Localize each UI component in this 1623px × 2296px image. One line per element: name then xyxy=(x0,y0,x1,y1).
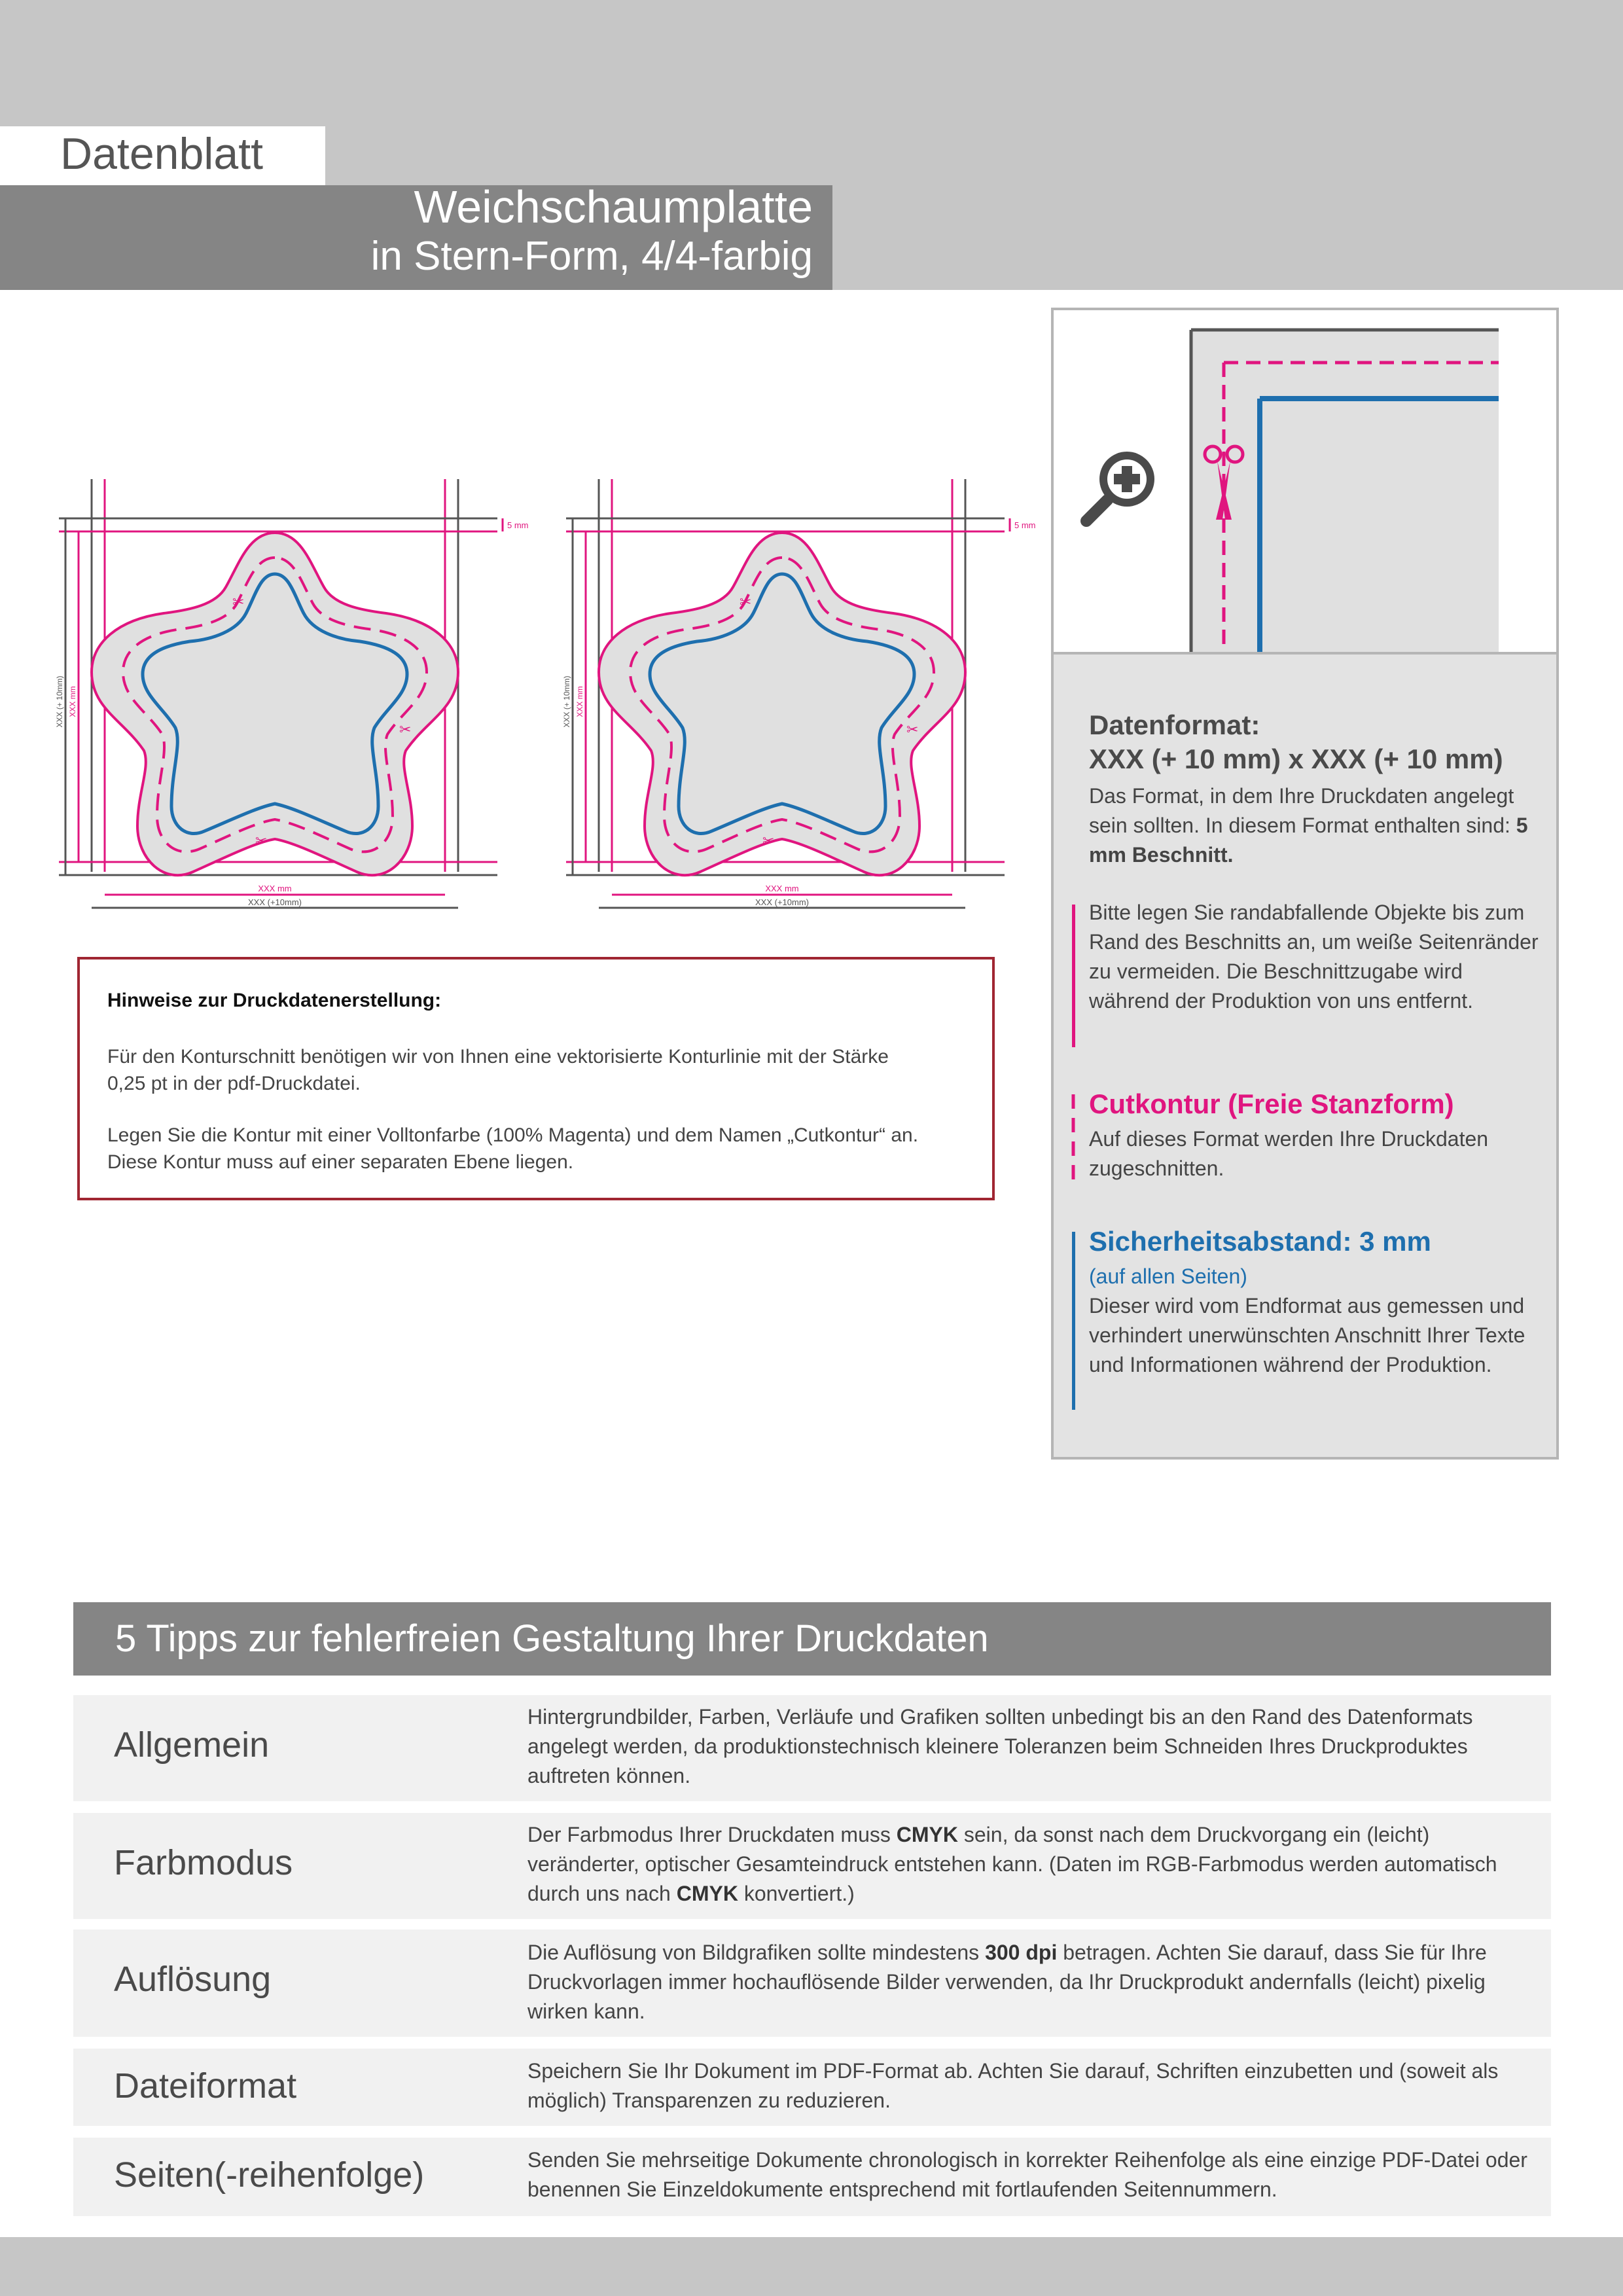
width-label: XXX mm xyxy=(765,884,799,893)
hints-title: Hinweise zur Druckdatenerstellung: xyxy=(107,990,442,1011)
width-bleed-label: XXX (+10mm) xyxy=(755,897,809,907)
zoom-detail-drawing xyxy=(1054,310,1556,652)
zoom-detail-panel xyxy=(1051,308,1559,655)
tip-label: Seiten(-reihenfolge) xyxy=(114,2155,425,2195)
tip-label: Auflösung xyxy=(114,1960,272,1999)
height-bleed-label: XXX (+ 10mm) xyxy=(562,675,571,728)
tip-label: Farbmodus xyxy=(114,1843,293,1882)
hints-paragraph-1: Für den Konturschnitt benötigen wir von Ihnen eine vektorisierte Konturlinie mit der Stärke 0,25 pt in der pdf-Druckdatei. xyxy=(107,1046,889,1094)
hints-paragraph-2: Legen Sie die Kontur mit einer Volltonfarbe (100% Magenta) und dem Namen „Cutkontur“ an. Diese Kontur muss auf einer separaten Ebene liegen. xyxy=(107,1124,919,1173)
bleed-text: Bitte legen Sie randabfallende Objekte bis zum Rand des Beschnitts an, um weiße Seitenränder zu vermeiden. Die Beschnittzugabe wird während der Produktion von uns entfernt. xyxy=(1089,901,1539,1013)
star-drawing-1 xyxy=(59,479,503,908)
height-label: XXX mm xyxy=(575,686,584,717)
product-subtitle: in Stern-Form, 4/4-farbig xyxy=(370,234,813,279)
tip-text: Hintergrundbilder, Farben, Verläufe und Grafiken sollten unbedingt bis an den Rand des Datenformats angelegt werden, da produktionstechnisch kleinere Toleranzen beim Schneiden Ihres Druckproduktes auftreten können. xyxy=(527,1705,1473,1787)
footer-band xyxy=(0,2237,1623,2296)
tip-label: Allgemein xyxy=(114,1725,270,1765)
bleed-label: 5 mm xyxy=(507,520,529,530)
tips-title: 5 Tipps zur fehlerfreien Gestaltung Ihrer Druckdaten xyxy=(115,1617,989,1660)
tip-label: Dateiformat xyxy=(114,2066,297,2106)
width-bleed-label: XXX (+10mm) xyxy=(248,897,302,907)
cut-marker xyxy=(1071,1094,1076,1179)
width-label: XXX mm xyxy=(258,884,292,893)
height-bleed-label: XXX (+ 10mm) xyxy=(55,675,64,728)
datenformat-text: Das Format, in dem Ihre Druckdaten angelegt sein sollten. In diesem Format enthalten sind: 5 mm Beschnitt. xyxy=(1089,784,1528,867)
star-drawing-2 xyxy=(566,479,1010,908)
bleed-marker xyxy=(1072,905,1075,1047)
star-drawings: ✂ XXX mm XXX (+10mm) 5 mm XXX mm XXX (+ 10mm) XXX mm XXX (+10mm) 5 mm XXX mm XXX (+ 10mm) xyxy=(46,471,1041,916)
height-label: XXX mm xyxy=(68,686,77,717)
safety-title: Sicherheitsabstand: 3 mm xyxy=(1089,1226,1431,1257)
safety-text: Dieser wird vom Endformat aus gemessen und verhindert unerwünschten Anschnitt Ihrer Texte und Informationen während der Produktion. xyxy=(1089,1294,1525,1376)
tip-text: Die Auflösung von Bildgrafiken sollte mindestens 300 dpi betragen. Achten Sie darauf, dass Sie für Ihre Druckvorlagen immer hochauflösende Bilder verwenden, da Ihr Druckprodukt andernfalls (leicht) pixelig wirken kann. xyxy=(527,1941,1487,2023)
product-title: Weichschaumplatte xyxy=(414,181,813,232)
safety-subtitle: (auf allen Seiten) xyxy=(1089,1265,1247,1288)
datenformat-size: XXX (+ 10 mm) x XXX (+ 10 mm) xyxy=(1089,744,1503,774)
cutkontur-title: Cutkontur (Freie Stanzform) xyxy=(1089,1088,1454,1119)
datenformat-title: Datenformat: xyxy=(1089,709,1260,740)
bleed-label: 5 mm xyxy=(1014,520,1036,530)
safety-marker xyxy=(1072,1232,1075,1410)
tip-text: Senden Sie mehrseitige Dokumente chronologisch in korrekter Reihenfolge als eine einzige PDF-Datei oder benennen Sie Einzeldokumente entsprechend mit fortlaufenden Seitennummern. xyxy=(527,2148,1527,2201)
tip-text: Speichern Sie Ihr Dokument im PDF-Format ab. Achten Sie darauf, Schriften einzubetten und (soweit als möglich) Transparenzen zu reduzieren. xyxy=(527,2059,1499,2112)
tip-text: Der Farbmodus Ihrer Druckdaten muss CMYK sein, da sonst nach dem Druckvorgang ein (leicht) veränderter, optischer Gesamteindruck entstehen kann. (Daten im RGB-Farbmodus werden automatisch durch uns nach CMYK konvertiert.) xyxy=(527,1823,1497,1905)
datenblatt-label: Datenblatt xyxy=(60,129,263,179)
cutkontur-text: Auf dieses Format werden Ihre Druckdaten zugeschnitten. xyxy=(1089,1127,1489,1180)
zoom-in-icon xyxy=(1086,452,1154,521)
